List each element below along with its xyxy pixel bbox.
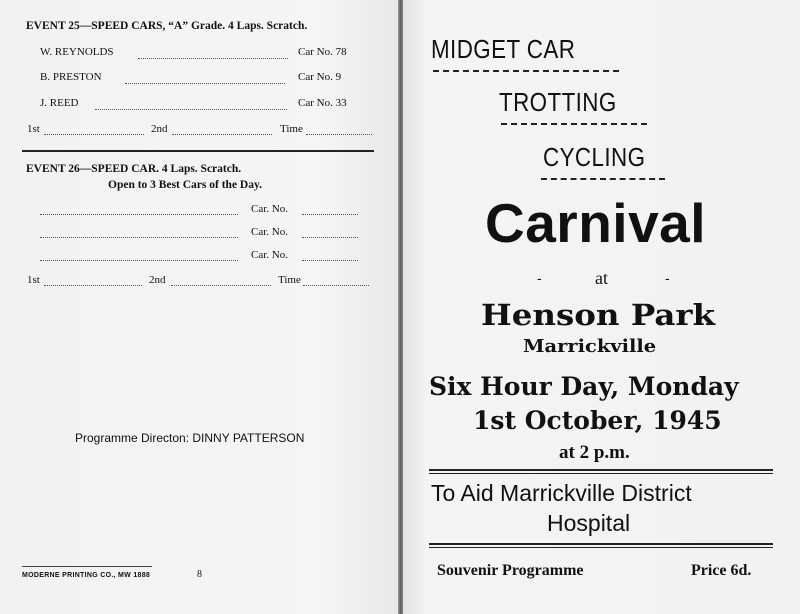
dotted-line [302, 260, 358, 261]
first-place-label: 1st [27, 123, 40, 135]
second-place-label: 2nd [149, 274, 166, 286]
event-time: at 2 p.m. [559, 442, 630, 463]
dotted-line [302, 237, 358, 238]
entry-car-number: Car No. 33 [298, 97, 347, 109]
car-number-label: Car. No. [251, 249, 288, 261]
dotted-line [44, 134, 144, 135]
dotted-line [172, 134, 272, 135]
programme-director: Programme Directon: DINNY PATTERSON [75, 431, 305, 445]
dotted-line [95, 109, 287, 110]
event-25-title: EVENT 25—SPEED CARS, “A” Grade. 4 Laps. Scratch. [26, 20, 308, 32]
dotted-line [40, 214, 238, 215]
second-place-label: 2nd [151, 123, 168, 135]
entry-name: W. REYNOLDS [40, 46, 114, 58]
entry-name: B. PRESTON [40, 71, 102, 83]
dashed-underline [541, 178, 665, 180]
at-label: at [595, 268, 608, 288]
dash-right: - [665, 270, 670, 286]
right-page [403, 0, 800, 614]
car-number-label: Car. No. [251, 203, 288, 215]
heading-trotting: TROTTING [499, 87, 617, 117]
carnival-title: Carnival [485, 192, 707, 254]
souvenir-label: Souvenir Programme [437, 562, 584, 579]
car-number-label: Car. No. [251, 226, 288, 238]
venue-name: Henson Park [481, 298, 716, 332]
printer-credit: MODERNE PRINTING CO., MW 1888 [22, 572, 151, 579]
double-rule-bottom-thin [429, 547, 773, 548]
aid-line-2: Hospital [547, 510, 631, 536]
dotted-line [303, 285, 369, 286]
time-label: Time [278, 274, 301, 286]
dotted-line [171, 285, 271, 286]
section-divider [22, 150, 374, 152]
dotted-line [125, 83, 285, 84]
dashed-underline [501, 123, 647, 125]
aid-line-1: To Aid Marrickville District [431, 480, 692, 506]
double-rule-top [429, 469, 773, 471]
dotted-line [138, 58, 288, 59]
double-rule-top-thin [429, 473, 773, 474]
entry-car-number: Car No. 78 [298, 46, 347, 58]
footer-rule [22, 566, 152, 567]
dotted-line [306, 134, 372, 135]
dash-left: - [537, 270, 542, 286]
event-date: 1st October, 1945 [473, 406, 722, 435]
event-26-subtitle: Open to 3 Best Cars of the Day. [108, 179, 262, 191]
event-26-title: EVENT 26—SPEED CAR. 4 Laps. Scratch. [26, 163, 242, 175]
dotted-line [40, 237, 238, 238]
venue-suburb: Marrickville [523, 336, 657, 357]
page-number: 8 [197, 569, 202, 580]
dotted-line [302, 214, 358, 215]
dotted-line [44, 285, 142, 286]
entry-name: J. REED [40, 97, 79, 109]
price-label: Price 6d. [691, 562, 752, 579]
heading-midget-car: MIDGET CAR [431, 34, 576, 64]
time-label: Time [280, 123, 303, 135]
heading-cycling: CYCLING [543, 142, 646, 172]
dashed-underline [433, 70, 619, 72]
first-place-label: 1st [27, 274, 40, 286]
entry-car-number: Car No. 9 [298, 71, 342, 83]
dotted-line [40, 260, 238, 261]
double-rule-bottom [429, 543, 773, 545]
event-day: Six Hour Day, Monday [429, 372, 739, 401]
